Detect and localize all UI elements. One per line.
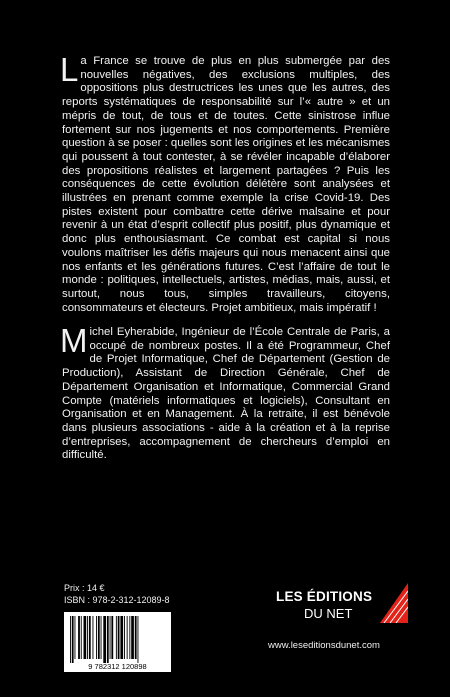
barcode-bar: [111, 616, 113, 659]
barcode-bar: [78, 616, 80, 659]
barcode-bar: [89, 616, 91, 659]
barcode-bar: [101, 616, 102, 659]
isbn-label: ISBN : 978-2-312-12089-8: [64, 595, 170, 605]
barcode-bar: [131, 616, 134, 659]
barcode-bar: [75, 616, 76, 659]
barcode-bar: [120, 616, 123, 659]
barcode-bar: [127, 616, 128, 659]
price-label: Prix : 14 €: [64, 583, 105, 593]
author-bio-text: ichel Eyherabide, Ingénieur de l’École Centrale de Paris, a occupé de nombreux postes. Il a été Programmeur, Chef de Projet Informatique, Chef de Département (Gestion de Production), Assistant de Direction Générale, Chef de Département Organisation et Informatique, Commercial Grand Compte (matériels informatiques et logiciels), Consultant en Organisation et en Management. À la retraite, il est bénévole dans plusieurs associations - aide à la création et à la reprise d’entreprises, accompagnement de chercheurs d’emploi en difficulté.: [62, 326, 390, 462]
barcode-bar: [135, 616, 137, 659]
barcode-bar: [138, 616, 139, 663]
drop-cap: L: [60, 51, 79, 88]
summary-paragraph: [60, 51, 390, 315]
publisher-mark-icon: [380, 583, 408, 623]
barcode-bar: [110, 616, 111, 659]
barcode-bar: [107, 616, 109, 663]
barcode-bar: [87, 616, 88, 659]
barcode-bar: [72, 616, 74, 663]
barcode-bar: [116, 616, 117, 659]
barcode-bar: [96, 616, 97, 659]
barcode-bar: [103, 616, 106, 663]
barcode-bar: [70, 616, 71, 663]
barcode-bar: [129, 616, 130, 659]
author-bio-paragraph: [60, 322, 390, 463]
barcode-bar: [93, 616, 94, 659]
publisher-website: www.leseditionsdunet.com: [268, 640, 380, 651]
drop-cap: M: [60, 322, 88, 359]
publisher-name-line1: LES ÉDITIONS: [276, 589, 373, 604]
barcode-bar: [81, 616, 82, 659]
barcode-bar: [118, 616, 120, 659]
barcode-digits: 9 782312 120898: [88, 662, 147, 671]
barcode-bar: [98, 616, 100, 659]
publisher-name-line2: DU NET: [304, 606, 353, 621]
barcode-graphic: [64, 612, 171, 672]
barcode-bar: [84, 616, 87, 659]
barcode: [64, 612, 171, 672]
publisher-logo: [276, 583, 408, 633]
summary-text: a France se trouve de plus en plus submergée par des nouvelles négatives, des exclusions multiples, des oppositions plus destructrices les unes que les autres, des reports systématiques de responsabilité sur l’« autre » et un mépris de tout, de tous et de toutes. Cette sinistrose influe fortement sur nos jugements et nos comportements. Première question à se poser : quelles sont les origines et les mécanismes qui poussent à tout contester, à se révéler incapable d’élaborer des propositions réalistes et largement partagées ? Puis les conséquences de cette évolution délétère sont analysées et illustrées en prenant comme exemple la crise Covid-19. Des pistes existent pour combattre cette dérive malsaine et pour revenir à un état d’esprit collectif plus positif, plus dynamique et donc plus enthousiasmant. Ce combat est capital si nous voulons maîtriser les défis majeurs qui nous menacent ainsi que nos enfants et les générations futures. C’est l’affaire de tout le monde : politiques, intellectuels, artistes, médias, mais, aussi, et surtout, nous tous, simples travailleurs, citoyens, consommateurs et électeurs. Projet ambitieux, mais impératif !: [62, 55, 390, 314]
barcode-bar: [124, 616, 125, 659]
